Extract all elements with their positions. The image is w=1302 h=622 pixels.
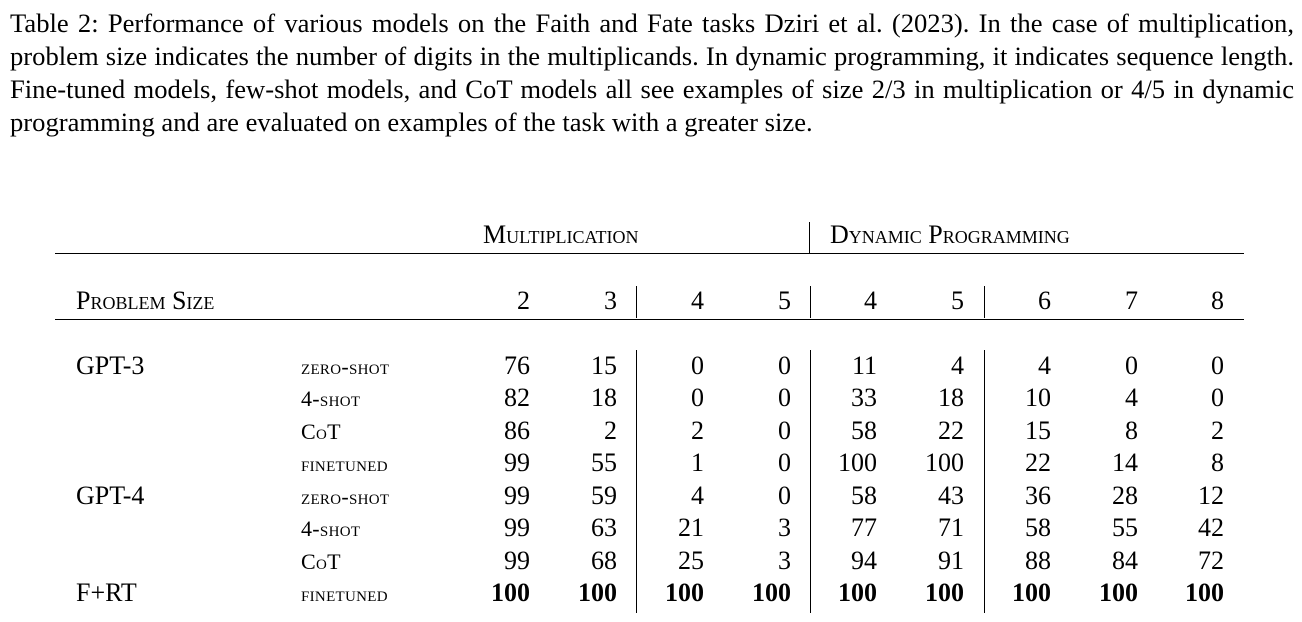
table-cell: 0 [778, 416, 791, 445]
size-header: 2 [517, 286, 530, 315]
table-cell: 18 [938, 383, 964, 412]
table-cell: 100 [925, 448, 964, 477]
method-name: finetuned [301, 451, 388, 476]
table-cell: 100 [1012, 578, 1051, 607]
column-divider [984, 350, 985, 613]
size-header: 3 [604, 286, 617, 315]
table-cell: 36 [1025, 481, 1051, 510]
table-cell: 59 [591, 481, 617, 510]
table-cell: 0 [1211, 351, 1224, 380]
size-header: 8 [1211, 286, 1224, 315]
table-cell: 33 [851, 383, 877, 412]
table-cell: 99 [504, 546, 530, 575]
table-cell: 55 [591, 448, 617, 477]
table-cell: 22 [1025, 448, 1051, 477]
size-divider [984, 286, 985, 318]
table-cell: 99 [504, 513, 530, 542]
table-cell: 55 [1112, 513, 1138, 542]
table-cell: 25 [678, 546, 704, 575]
table-cell: 14 [1112, 448, 1138, 477]
table-cell: 84 [1112, 546, 1138, 575]
table-cell: 68 [591, 546, 617, 575]
table-cell: 4 [951, 351, 964, 380]
table-cell: 22 [938, 416, 964, 445]
table-caption: Table 2: Performance of various models on the Faith and Fate tasks Dziri et al. (2023). In the case of multiplication, problem size indicates the number of digits in the multiplicands. In dynamic programming, it indicates sequence length. Fine-tuned models, few-shot models, and CoT models all see examples of size 2/3 in multiplication or 4/5 in dynamic programming and are evaluated on examples of the task with a greater size. [10, 8, 1294, 137]
table-cell: 43 [938, 481, 964, 510]
header-rule [55, 319, 1244, 320]
table-cell: 88 [1025, 546, 1051, 575]
method-name: 4-shot [301, 516, 361, 541]
table-cell: 91 [938, 546, 964, 575]
table-cell: 58 [851, 481, 877, 510]
table-cell: 4 [691, 481, 704, 510]
table-cell: 58 [1025, 513, 1051, 542]
table-cell: 0 [1211, 383, 1224, 412]
table-cell: 72 [1198, 546, 1224, 575]
table-cell: 4 [1125, 383, 1138, 412]
size-header: 6 [1038, 286, 1051, 315]
size-header: 4 [691, 286, 704, 315]
method-name: CoT [301, 419, 341, 444]
table-cell: 2 [691, 416, 704, 445]
table-cell: 100 [838, 448, 877, 477]
table-cell: 1 [691, 448, 704, 477]
table-cell: 8 [1211, 448, 1224, 477]
table-cell: 21 [678, 513, 704, 542]
model-name: F+RT [76, 578, 137, 607]
table-cell: 100 [1185, 578, 1224, 607]
table-cell: 0 [778, 481, 791, 510]
size-divider [636, 286, 637, 318]
method-name: CoT [301, 549, 341, 574]
method-name: 4-shot [301, 386, 361, 411]
table-cell: 100 [838, 578, 877, 607]
method-name: zero-shot [301, 354, 390, 379]
column-divider [636, 350, 637, 613]
top-rule [55, 253, 1244, 254]
table-cell: 12 [1198, 481, 1224, 510]
table-cell: 100 [925, 578, 964, 607]
table-cell: 8 [1125, 416, 1138, 445]
table-cell: 82 [504, 383, 530, 412]
table-cell: 0 [778, 448, 791, 477]
table-cell: 15 [1025, 416, 1051, 445]
table-cell: 0 [1125, 351, 1138, 380]
table-cell: 15 [591, 351, 617, 380]
table-cell: 77 [851, 513, 877, 542]
table-cell: 42 [1198, 513, 1224, 542]
table-cell: 4 [1038, 351, 1051, 380]
model-name: GPT-4 [76, 481, 145, 510]
table-cell: 0 [691, 351, 704, 380]
table-cell: 28 [1112, 481, 1138, 510]
table-cell: 99 [504, 481, 530, 510]
table-cell: 3 [778, 513, 791, 542]
method-name: finetuned [301, 581, 388, 606]
size-divider [810, 286, 811, 318]
size-header: 4 [864, 286, 877, 315]
method-name: zero-shot [301, 484, 390, 509]
table-cell: 100 [752, 578, 791, 607]
problem-size-label: Problem Size [76, 286, 215, 315]
table-cell: 86 [504, 416, 530, 445]
group-header-dynamic-programming: Dynamic Programming [830, 220, 1070, 249]
size-header: 5 [778, 286, 791, 315]
table-cell: 58 [851, 416, 877, 445]
table-cell: 63 [591, 513, 617, 542]
model-name: GPT-3 [76, 351, 145, 380]
table-cell: 10 [1025, 383, 1051, 412]
table-cell: 3 [778, 546, 791, 575]
table-cell: 18 [591, 383, 617, 412]
table-cell: 100 [578, 578, 617, 607]
table-cell: 2 [1211, 416, 1224, 445]
table-cell: 2 [604, 416, 617, 445]
table-cell: 76 [504, 351, 530, 380]
table-cell: 0 [691, 383, 704, 412]
table-cell: 0 [778, 351, 791, 380]
table-cell: 11 [851, 351, 877, 380]
group-divider [809, 222, 810, 254]
table-cell: 0 [778, 383, 791, 412]
table-cell: 99 [504, 448, 530, 477]
table-cell: 100 [491, 578, 530, 607]
column-divider [810, 350, 811, 613]
table-cell: 71 [938, 513, 964, 542]
table-cell: 94 [851, 546, 877, 575]
table-cell: 100 [1099, 578, 1138, 607]
group-header-multiplication: Multiplication [483, 220, 639, 249]
size-header: 7 [1125, 286, 1138, 315]
table-cell: 100 [665, 578, 704, 607]
size-header: 5 [951, 286, 964, 315]
